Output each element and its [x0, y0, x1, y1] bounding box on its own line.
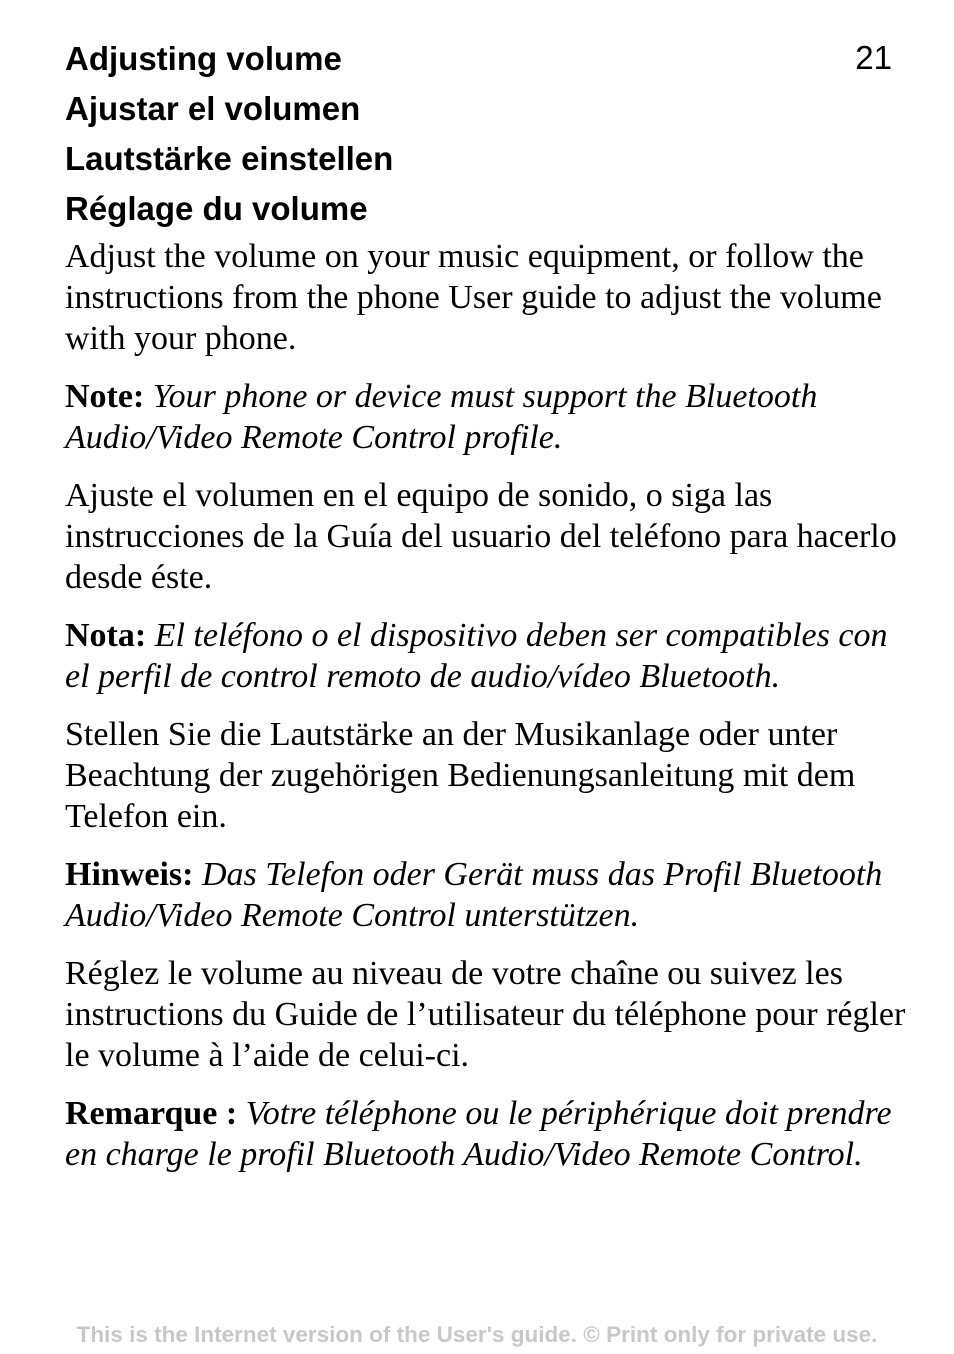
- heading-spanish: Ajustar el volumen: [65, 90, 361, 127]
- heading-german: Lautstärke einstellen: [65, 140, 394, 177]
- heading-french: Réglage du volume: [65, 190, 368, 227]
- paragraph-german: Stellen Sie die Lautstärke an der Musikanlage oder unter Beachtung der zugehörigen Bedienungsanleitung mit dem Telefon ein.: [65, 716, 856, 835]
- paragraph-english: Adjust the volume on your music equipment, or follow the instructions from the phone User guide to adjust the volume with your phone.: [65, 238, 882, 357]
- note-german: [65, 854, 910, 936]
- note-french: [65, 1093, 910, 1175]
- note-label: Nota:: [65, 617, 147, 654]
- note-label: Hinweis:: [65, 856, 194, 893]
- page-content: [65, 34, 910, 1192]
- note-text: El teléfono o el dispositivo deben ser compatibles con el perfil de control remoto de audio/vídeo Bluetooth.: [65, 617, 888, 695]
- paragraph-french: Réglez le volume au niveau de votre chaîne ou suivez les instructions du Guide de l’utilisateur du téléphone pour régler le volume à l’aide de celui-ci.: [65, 955, 906, 1074]
- footer-notice: This is the Internet version of the User's guide. © Print only for private use.: [76, 1322, 878, 1347]
- note-label: Remarque :: [65, 1095, 238, 1132]
- note-text: Your phone or device must support the Bluetooth Audio/Video Remote Control profile.: [65, 378, 818, 456]
- page-number: 21: [855, 39, 892, 76]
- note-label: Note:: [65, 378, 145, 415]
- note-text: Das Telefon oder Gerät muss das Profil Bluetooth Audio/Video Remote Control unterstützen.: [65, 856, 883, 934]
- note-english: [65, 376, 910, 458]
- paragraph-spanish: Ajuste el volumen en el equipo de sonido, o siga las instrucciones de la Guía del usuario del teléfono para hacerlo desde éste.: [65, 477, 897, 596]
- heading-english: Adjusting volume: [65, 40, 342, 77]
- note-spanish: [65, 615, 910, 697]
- heading-group: [65, 34, 910, 234]
- note-text: Votre téléphone ou le périphérique doit prendre en charge le profil Bluetooth Audio/Video Remote Control.: [65, 1095, 892, 1173]
